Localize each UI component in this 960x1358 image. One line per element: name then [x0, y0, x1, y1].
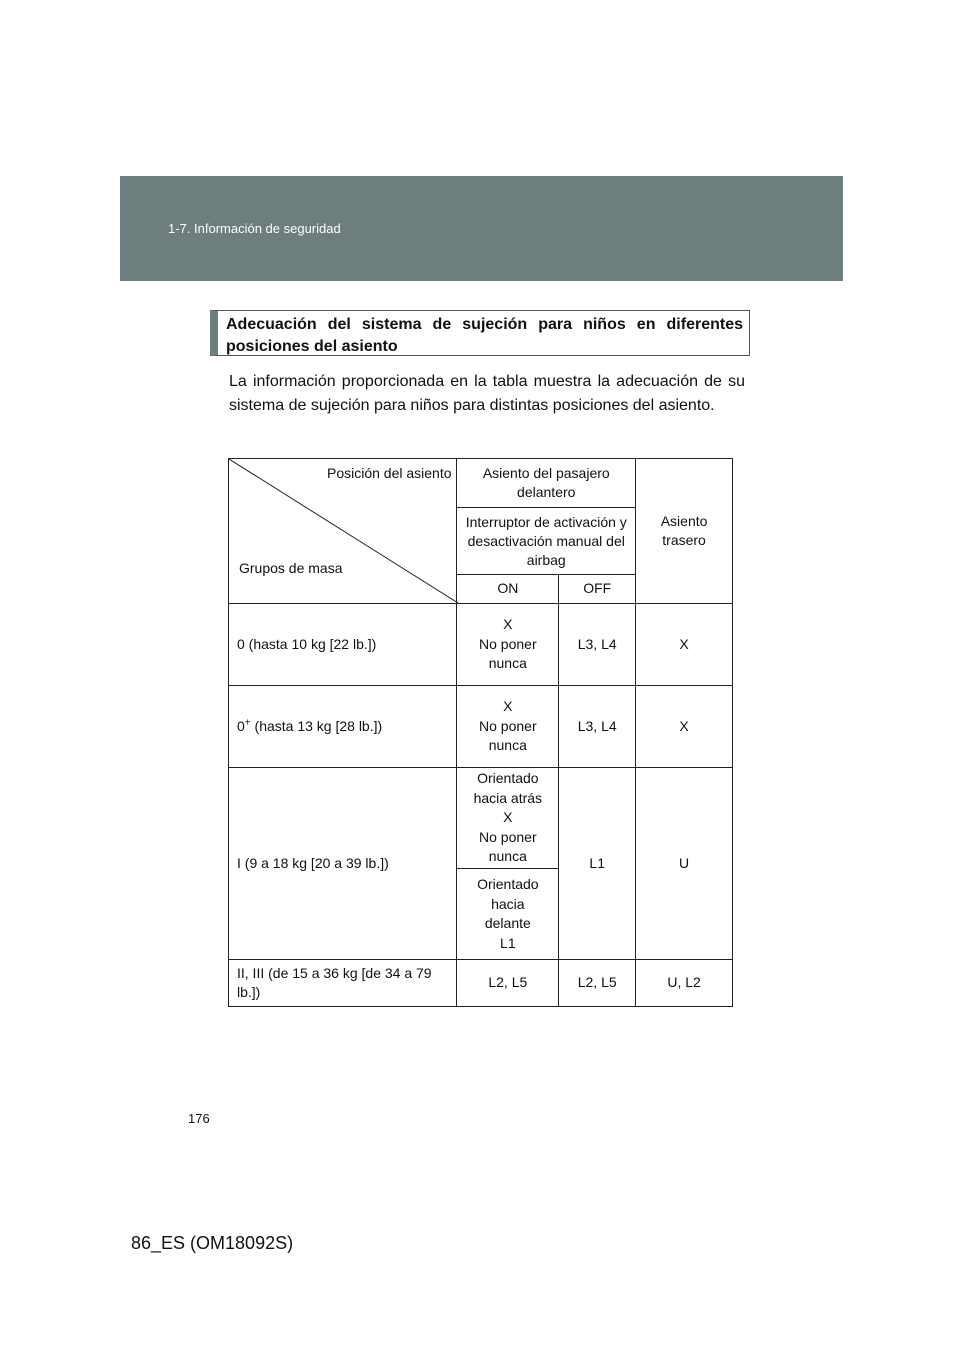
group-superscript: + — [244, 717, 251, 729]
intro-paragraph: La información proporcionada en la tabla muestra la adecuación de su sistema de sujeción para niños para distintas posiciones del asiento. — [229, 373, 745, 414]
group-base: 0 — [237, 717, 245, 734]
table-row — [229, 768, 733, 869]
on-cell: L2, L5 — [457, 960, 559, 1007]
rear-cell: U, L2 — [636, 960, 733, 1007]
on-rear-facing-cell — [457, 768, 559, 869]
cell-line: nunca — [488, 655, 527, 672]
cell-line: No poner — [479, 717, 537, 734]
cell-line: delante — [484, 915, 531, 931]
cell-line: hacia atrás — [473, 789, 543, 806]
cell-line: hacia — [491, 895, 525, 912]
off-header: OFF — [559, 575, 636, 604]
table-corner-cell — [229, 459, 457, 604]
group-rest: (hasta 13 kg [28 lb.]) — [250, 717, 383, 734]
table-row — [229, 604, 733, 686]
rear-cell: X — [636, 604, 733, 686]
table-row — [229, 960, 733, 1007]
cell-line: nunca — [488, 737, 527, 754]
cell-line: Orientado — [477, 770, 539, 787]
table-row — [229, 686, 733, 768]
mass-groups-label: Grupos de masa — [239, 560, 343, 576]
cell-line: No poner — [479, 828, 537, 845]
rear-seat-header: Asiento trasero — [636, 459, 733, 604]
off-cell: L3, L4 — [559, 686, 636, 768]
cell-line: nunca — [488, 848, 527, 865]
rear-cell: X — [636, 686, 733, 768]
on-forward-facing-cell — [457, 869, 559, 960]
compatibility-table — [228, 458, 733, 1007]
on-header: ON — [457, 575, 559, 604]
mass-group-cell: 0 (hasta 10 kg [22 lb.]) — [229, 604, 457, 686]
off-cell: L1 — [559, 768, 636, 960]
seat-position-label: Posición del asiento — [327, 465, 452, 481]
off-cell: L3, L4 — [559, 604, 636, 686]
cell-line: No poner — [479, 635, 537, 652]
airbag-switch-header: Interruptor de activación y desactivación manual del airbag — [457, 508, 636, 575]
section-title: 1-7. Información de seguridad — [168, 221, 341, 236]
cell-line: X — [503, 809, 513, 826]
section-heading: Adecuación del sistema de sujeción para niños en diferentes posiciones del asiento — [210, 310, 750, 356]
document-code: 86_ES (OM18092S) — [131, 1233, 294, 1253]
page-number: 176 — [188, 1111, 210, 1126]
mass-group-cell — [229, 686, 457, 768]
rear-cell: U — [636, 768, 733, 960]
on-cell — [457, 686, 559, 768]
cell-line: X — [503, 616, 513, 633]
mass-group-cell: II, III (de 15 a 36 kg [de 34 a 79 lb.]) — [229, 960, 457, 1007]
off-cell: L2, L5 — [559, 960, 636, 1007]
front-passenger-header: Asiento del pasajero delantero — [457, 459, 636, 508]
on-cell — [457, 604, 559, 686]
mass-group-cell: I (9 a 18 kg [20 a 39 lb.]) — [229, 768, 457, 960]
cell-line: Orientado — [477, 876, 539, 892]
cell-line: X — [503, 698, 513, 715]
cell-line: L1 — [500, 934, 516, 951]
